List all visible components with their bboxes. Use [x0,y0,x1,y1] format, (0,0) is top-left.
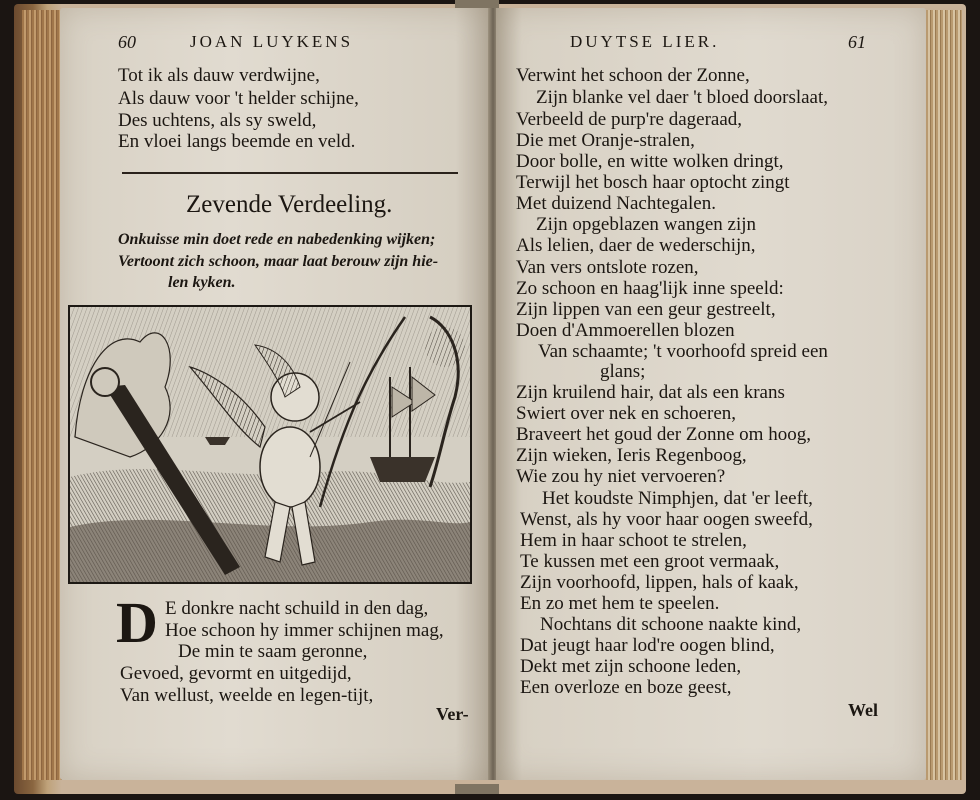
right-line: Van schaamte; 't voorhoofd spreid een [538,341,828,362]
right-line: Braveert het goud der Zonne om hoog, [516,424,811,445]
page-number-right: 61 [848,32,866,52]
cupid-engraving-icon [68,305,472,584]
right-line: Zijn kruilend hair, dat als een krans [516,382,785,403]
right-line: Zijn opgeblazen wangen zijn [536,214,757,235]
right-line: Te kussen met een groot vermaak, [520,551,780,572]
right-line: Zijn wieken, Ieris Regenboog, [516,445,747,466]
right-line: Doen d'Ammoerellen blozen [516,320,735,341]
right-line: Verwint het schoon der Zonne, [516,65,750,86]
right-line: Nochtans dit schoone naakte kind, [540,614,802,635]
right-line: Wenst, als hy voor haar oogen sweefd, [520,509,813,530]
motto-line: Onkuisse min doet rede en nabedenking wijken; [118,231,436,248]
left-top-line: Tot ik als dauw verdwijne, [118,65,320,86]
right-line: Dekt met zijn schoone leden, [520,656,742,677]
right-line: Het koudste Nimphjen, dat 'er leeft, [542,488,813,509]
right-line: Wie zou hy niet vervoeren? [516,466,726,487]
drop-cap: D [116,590,158,655]
right-line: Swiert over nek en schoeren, [516,403,737,424]
running-head-right: DUYTSE LIER. [570,32,720,51]
section-divider [122,172,458,174]
page-number-left: 60 [118,32,136,52]
right-line: Zo schoon en haag'lijk inne speeld: [516,278,784,299]
poem-line: Gevoed, gevormt en uitgedijd, [120,663,352,684]
running-head-left: JOAN LUYKENS [190,32,354,51]
poem-line: Van wellust, weelde en legen-tijt, [120,685,374,706]
right-line: glans; [600,361,646,382]
poem-line: Hoe schoon hy immer schijnen mag, [165,620,444,641]
right-line: Die met Oranje-stralen, [516,130,695,151]
right-line: Door bolle, en witte wolken dringt, [516,151,784,172]
right-line: Als lelien, daer de wederschijn, [516,235,756,256]
ribbon-bottom [455,784,499,794]
right-line: Zijn voorhoofd, lippen, hals of kaak, [520,572,799,593]
right-line: Zijn blanke vel daer 't bloed doorslaat, [536,87,829,108]
right-line: Zijn lippen van een geur gestreelt, [516,299,776,320]
right-line: Hem in haar schoot te strelen, [520,530,747,551]
left-top-line: En vloei langs beemde en veld. [118,131,356,152]
engraving-image [70,307,470,582]
left-top-line: Des uchtens, als sy sweld, [118,110,317,131]
right-line: Met duizend Nachtegalen. [516,193,716,214]
page-edges-right [926,10,962,780]
section-title: Zevende Verdeeling. [186,191,393,218]
catchword-right: Wel [848,700,878,720]
motto-line: Vertoont zich schoon, maar laat berouw zijn hie- [118,253,439,270]
page-edges-left [22,10,62,780]
right-line: Verbeeld de purp're dageraad, [516,109,743,130]
right-line: Dat jeugt haar lod're oogen blind, [520,635,775,656]
right-line: En zo met hem te speelen. [520,593,720,614]
right-line: Terwijl het bosch haar optocht zingt [516,172,790,193]
poem-line: De min te saam geronne, [178,641,368,662]
poem-line: E donkre nacht schuild in den dag, [165,598,429,619]
right-line: Een overloze en boze geest, [520,677,732,698]
right-line: Van vers ontslote rozen, [516,257,699,278]
motto-line: len kyken. [168,274,236,291]
catchword-left: Ver- [436,704,469,724]
left-top-line: Als dauw voor 't helder schijne, [118,88,359,109]
